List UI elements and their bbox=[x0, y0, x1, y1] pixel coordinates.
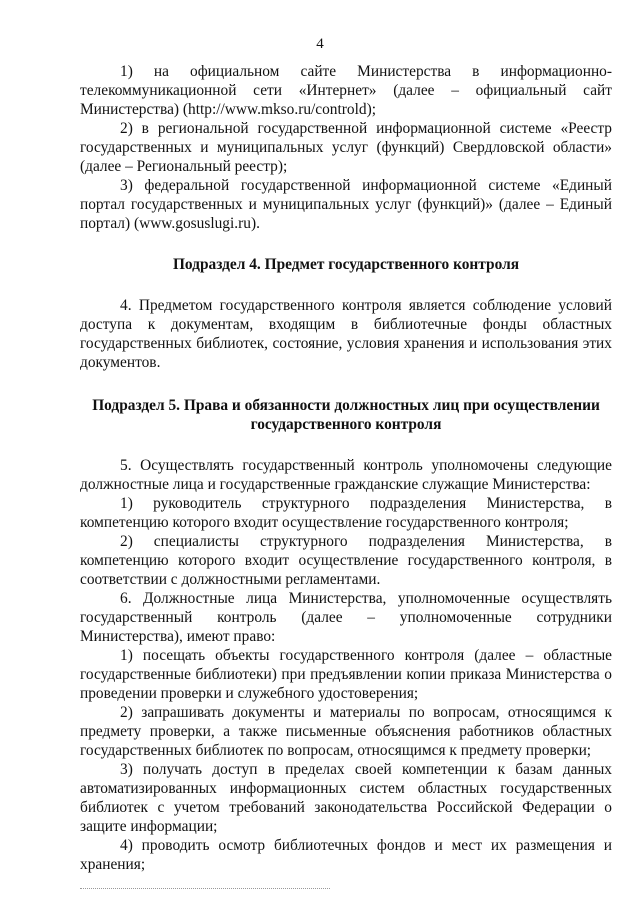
spacer bbox=[80, 372, 612, 396]
document-body bbox=[80, 62, 612, 874]
paragraph-5-item-2: 2) специалисты структурного подразделения Министерства, в компетенцию которого входит осуществление государственного контроля, в соответствии с должностными регламентами. bbox=[80, 533, 612, 588]
paragraph-official-site: 1) на официальном сайте Министерства в информационно-телекоммуникационной сети «Интернет» (далее – официальный сайт Министерства) (http://www.mkso.ru/controld); bbox=[80, 63, 612, 118]
paragraph-6: 6. Должностные лица Министерства, уполномоченные осуществлять государственный контроль (далее – уполномоченные сотрудники Министерства), имеют право: bbox=[80, 590, 612, 645]
spacer bbox=[80, 274, 612, 296]
subsection-4-heading: Подраздел 4. Предмет государственного контроля bbox=[172, 256, 520, 273]
paragraph-5: 5. Осуществлять государственный контроль уполномочены следующие должностные лица и государственные гражданские служащие Министерства: bbox=[80, 457, 612, 493]
paragraph-5-item-1: 1) руководитель структурного подразделения Министерства, в компетенцию которого входит осуществление государственного контроля; bbox=[80, 495, 612, 531]
paragraph-4: 4. Предметом государственного контроля является соблюдение условий доступа к документам, входящим в библиотечные фонды областных государственных библиотек, состояние, условия хранения и использования этих документов. bbox=[80, 297, 612, 371]
page-number: 4 bbox=[316, 36, 324, 52]
paragraph-6-item-4: 4) проводить осмотр библиотечных фондов и мест их размещения и хранения; bbox=[80, 837, 612, 873]
subsection-5-heading: Подраздел 5. Права и обязанности должностных лиц при осуществлении государственного контроля bbox=[92, 397, 600, 433]
footer-divider bbox=[80, 888, 330, 889]
spacer bbox=[80, 233, 612, 255]
paragraph-unified-portal: 3) федеральной государственной информационной системе «Единый портал государственных и муниципальных услуг (функций)» (далее – Единый портал) (www.gosuslugi.ru). bbox=[80, 177, 612, 232]
paragraph-regional-registry: 2) в региональной государственной информационной системе «Реестр государственных и муниципальных услуг (функций) Свердловской области» (далее – Региональный реестр); bbox=[80, 120, 612, 175]
paragraph-6-item-2: 2) запрашивать документы и материалы по вопросам, относящимся к предмету проверки, а также письменные объяснения работников областных государственных библиотек по вопросам, относящимся к предмету проверки; bbox=[80, 704, 612, 759]
spacer bbox=[80, 434, 612, 456]
paragraph-6-item-1: 1) посещать объекты государственного контроля (далее – областные государственные библиотеки) при предъявлении копии приказа Министерства о проведении проверки и служебного удостоверения; bbox=[80, 647, 612, 702]
paragraph-6-item-3: 3) получать доступ в пределах своей компетенции к базам данных автоматизированных информационных систем областных государственных библиотек с учетом требований законодательства Российской Федерации о защите информации; bbox=[80, 761, 612, 835]
